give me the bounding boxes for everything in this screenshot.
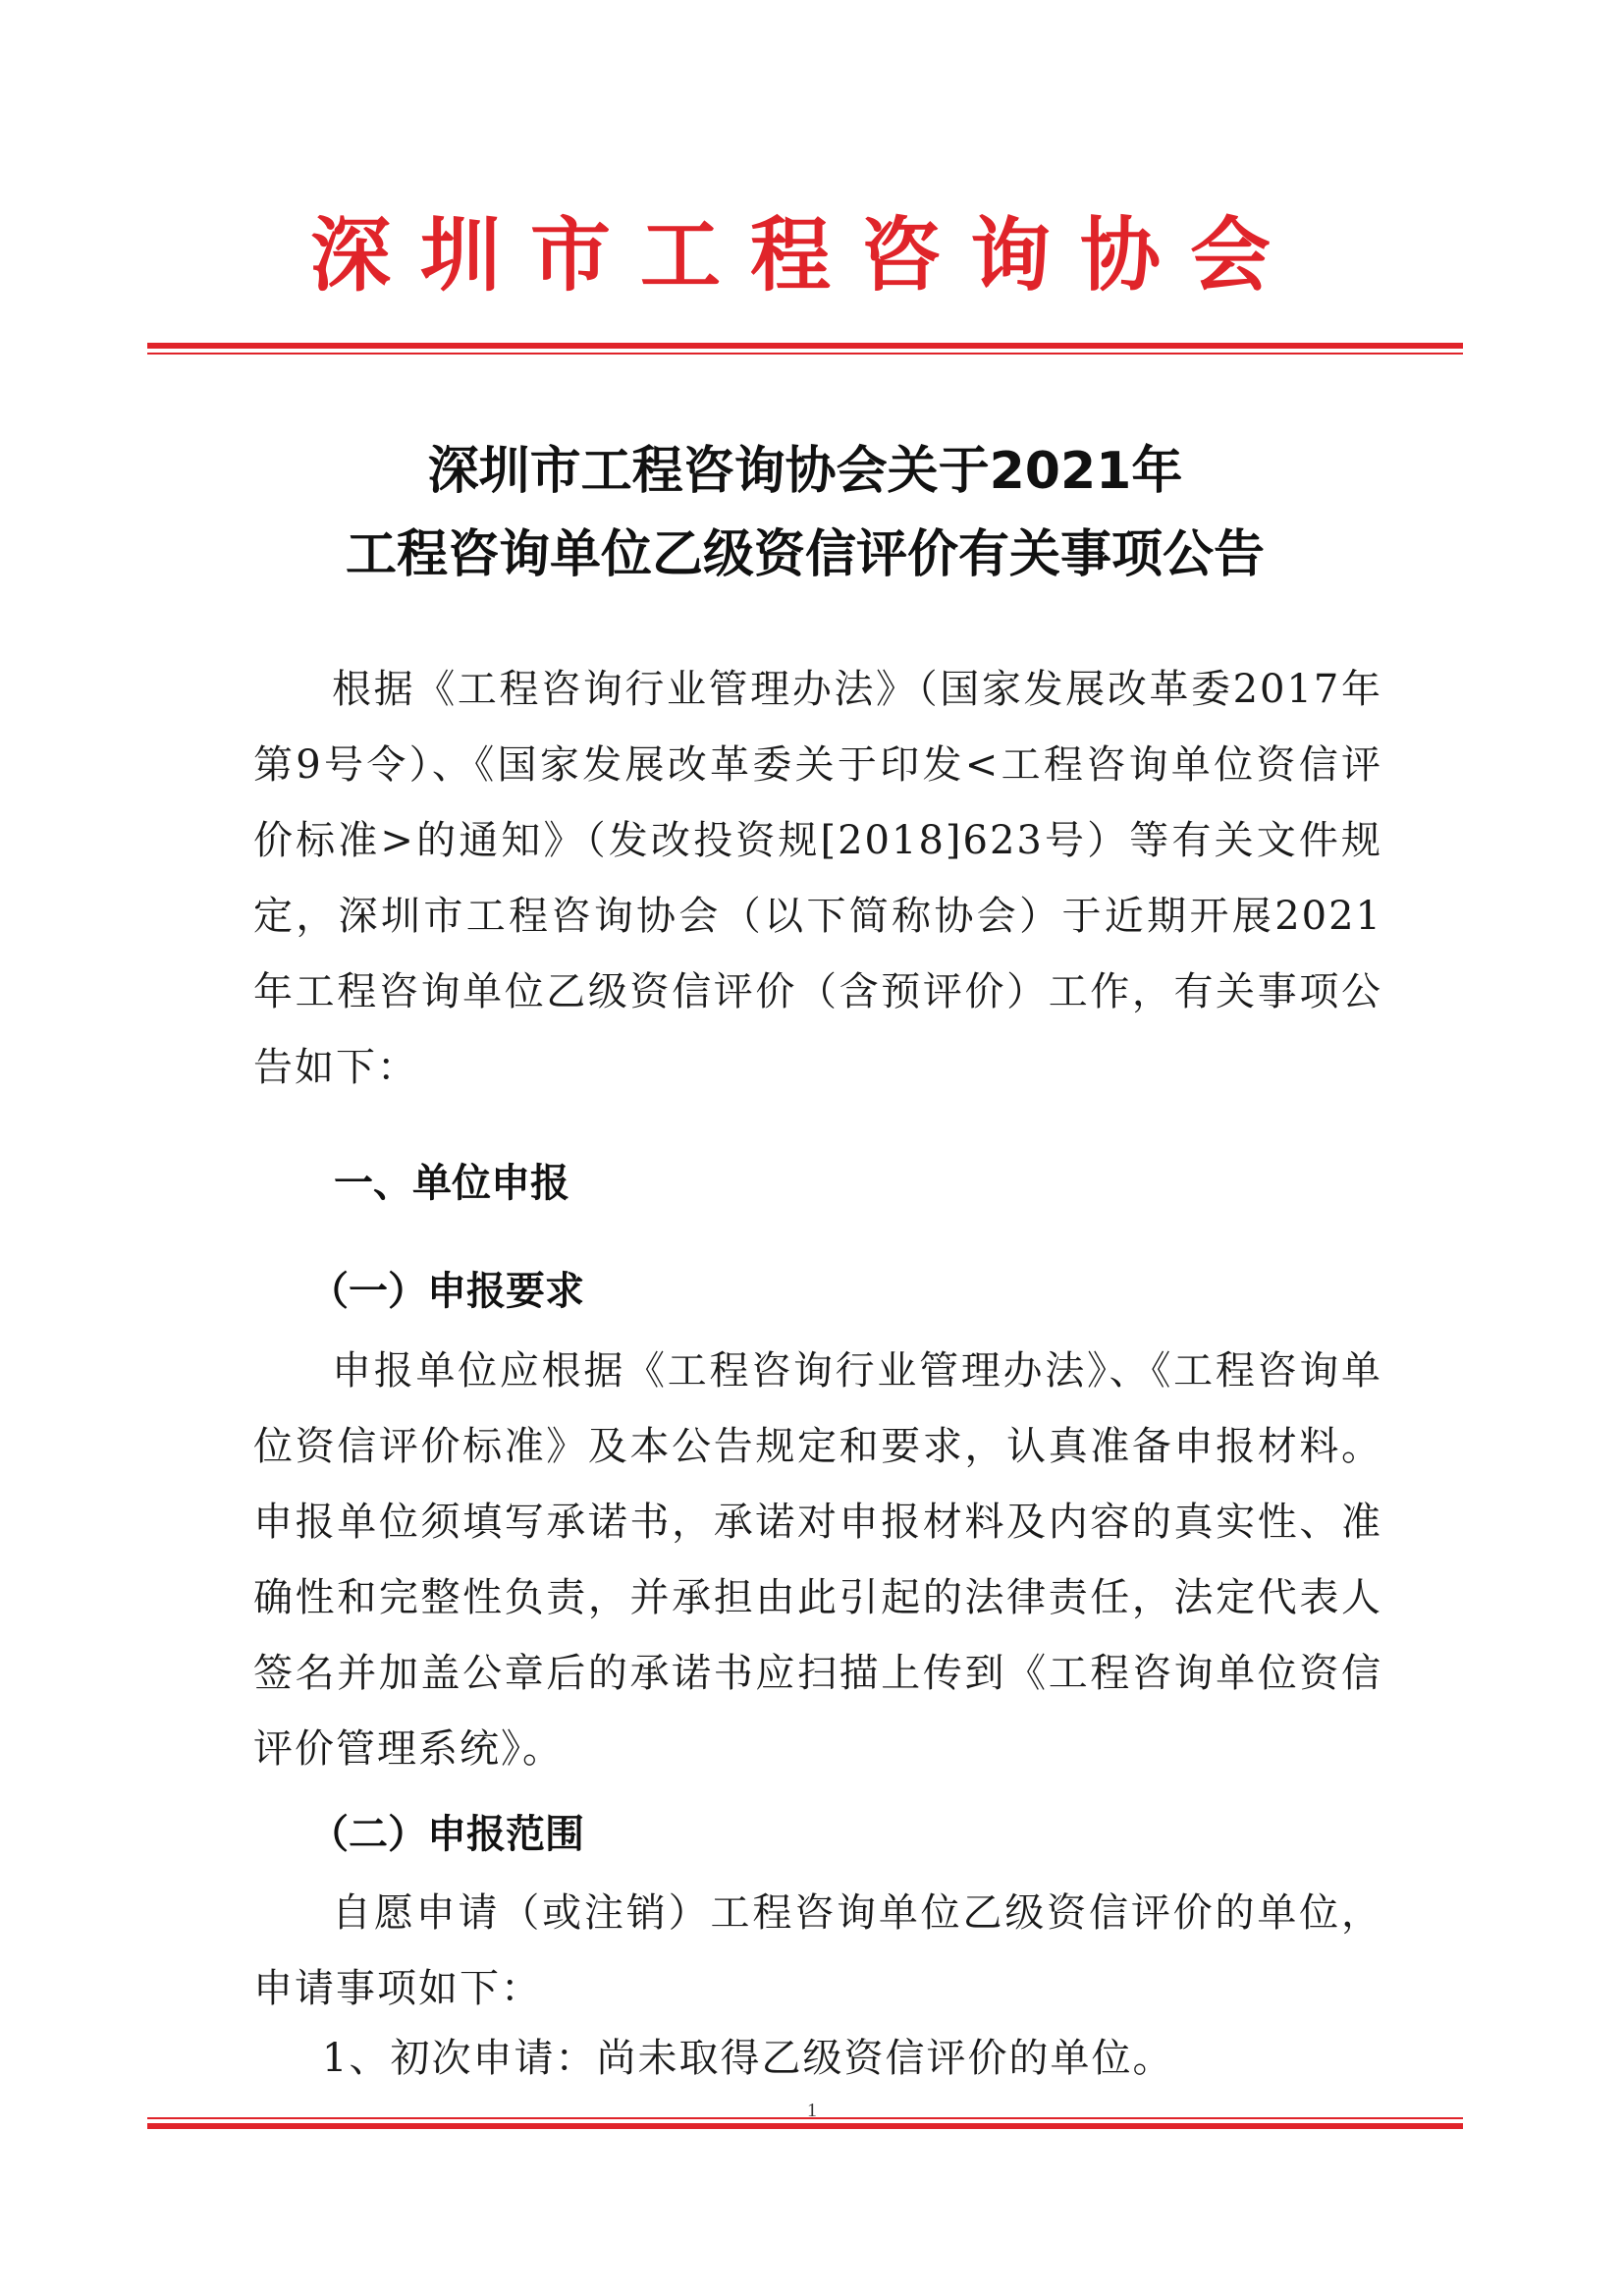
subsection-heading-scope: （二）申报范围: [309, 1812, 584, 1857]
footer-divider-thick: [147, 2123, 1463, 2129]
intro-paragraph: 根据《工程咨询行业管理办法》（国家发展改革委2017年第9号令）、《国家发展改革委关于印发<工程咨询单位资信评价标准>的通知》（发改投资规[2018]623号）等有关文件规定，深圳市工程咨询协会（以下简称协会）于近期开展2021年工程咨询单位乙级资信评价（含预评价）工作，有关事项公告如下：: [253, 667, 1382, 1090]
requirements-paragraph: 申报单位应根据《工程咨询行业管理办法》、《工程咨询单位资信评价标准》及本公告规定和要求，认真准备申报材料。申报单位须填写承诺书，承诺对申报材料及内容的真实性、准确性和完整性负责，并承担由此引起的法律责任，法定代表人签名并加盖公章后的承诺书应扫描上传到《工程咨询单位资信评价管理系统》。: [253, 1348, 1382, 1772]
scope-paragraph: 自愿申请（或注销）工程咨询单位乙级资信评价的单位，申请事项如下：: [253, 1890, 1382, 2011]
masthead-divider-thin: [147, 353, 1463, 355]
section-heading-unit-application: 一、单位申报: [334, 1161, 569, 1206]
document-title-line-1: 深圳市工程咨询协会关于2021年: [427, 442, 1183, 501]
page-number: 1: [807, 2100, 817, 2121]
document-title-line-2: 工程咨询单位乙级资信评价有关事项公告: [345, 525, 1265, 584]
masthead-divider-thick: [147, 343, 1463, 349]
masthead-org-name: 深圳市工程咨询协会: [309, 208, 1300, 302]
scope-item-first-application: 1、初次申请：尚未取得乙级资信评价的单位。: [322, 2036, 1174, 2081]
subsection-heading-requirements: （一）申报要求: [309, 1269, 584, 1314]
